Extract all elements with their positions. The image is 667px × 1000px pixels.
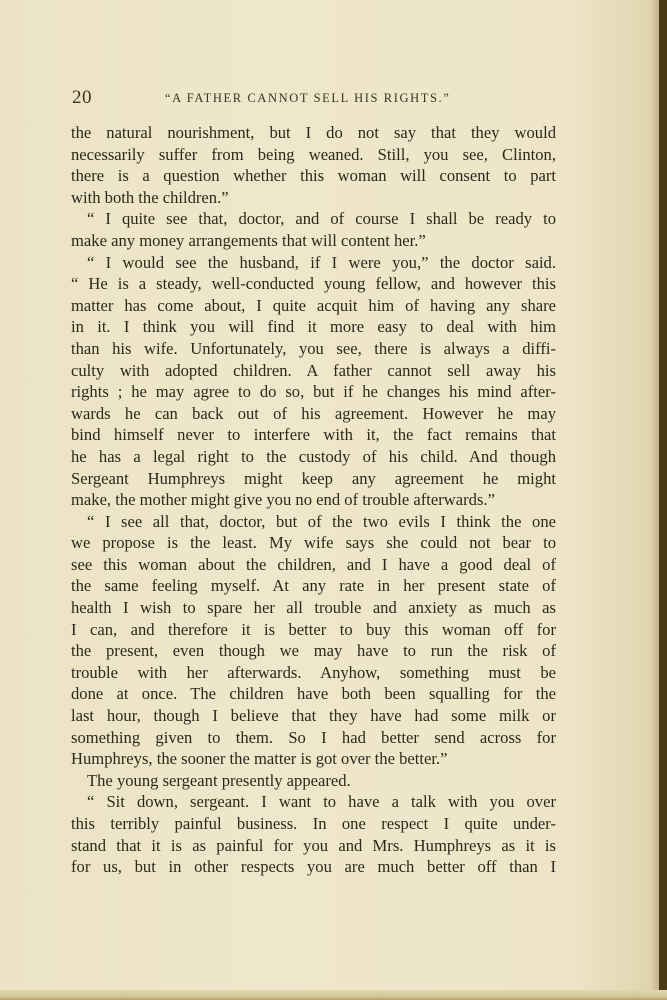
page-fold-shadow [651, 0, 659, 1000]
text-line: something given to them. So I had better send across for [71, 727, 556, 747]
text-line: the natural nourishment, but I do not say that they would [71, 123, 556, 142]
text-line: “ Sit down, sergeant. I want to have a talk with you over [87, 792, 556, 812]
text-line: there is a question whether this woman will consent to part [71, 166, 556, 186]
text-line: trouble with her afterwards. Anyhow, something must be [71, 662, 556, 682]
page-header [72, 87, 558, 109]
body-text [71, 122, 556, 878]
text-line: he has a legal right to the custody of his child. And though [71, 446, 556, 466]
text-line: necessarily suffer from being weaned. Still, you see, Clinton, [71, 144, 556, 164]
text-line: this terribly painful business. In one respect I quite under- [71, 814, 556, 833]
text-line: with both the children.” [71, 187, 229, 207]
running-head: “A FATHER CANNOT SELL HIS RIGHTS.” [165, 91, 451, 105]
text-line: done at once. The children have both been squalling for the [71, 684, 556, 704]
text-line: “ He is a steady, well-conducted young fellow, and however this [71, 274, 556, 294]
text-line: Humphreys, the sooner the matter is got over the better.” [71, 749, 448, 769]
text-line: see this woman about the children, and I have a good deal of [71, 554, 556, 574]
text-line: in it. I think you will find it more easy to deal with him [71, 317, 556, 337]
text-line: stand that it is as painful for you and Mrs. Humphreys as it is [71, 835, 556, 855]
text-line: health I wish to spare her all trouble and anxiety as much as [71, 598, 556, 618]
text-line: matter has come about, I quite acquit him of having any share [71, 295, 556, 315]
page-bottom-edge [0, 990, 667, 1000]
text-line: bind himself never to interfere with it, the fact remains that [71, 425, 556, 445]
book-edge [659, 0, 667, 1000]
text-line: wards he can back out of his agreement. However he may [71, 403, 556, 423]
text-line: Sergeant Humphreys might keep any agreement he might [71, 468, 556, 488]
text-line: culty with adopted children. A father cannot sell away his [71, 360, 556, 380]
text-line: rights ; he may agree to do so, but if he changes his mind after- [71, 382, 556, 402]
text-line: The young sergeant presently appeared. [87, 770, 351, 790]
text-line: “ I would see the husband, if I were you,” the doctor said. [87, 252, 556, 272]
text-line: last hour, though I believe that they have had some milk or [71, 706, 556, 726]
text-line: make any money arrangements that will content her.” [71, 230, 426, 250]
text-line: make, the mother might give you no end of trouble afterwards.” [71, 490, 495, 510]
text-line: the same feeling myself. At any rate in her present state of [71, 576, 556, 596]
text-line: “ I quite see that, doctor, and of course I shall be ready to [87, 209, 556, 229]
text-line: the present, even though we may have to run the risk of [71, 641, 556, 661]
text-line: “ I see all that, doctor, but of the two evils I think the one [87, 511, 556, 531]
text-line: than his wife. Unfortunately, you see, there is always a diffi- [71, 338, 556, 358]
text-line: for us, but in other respects you are much better off than I [71, 857, 556, 877]
page-number: 20 [72, 87, 92, 108]
text-line: I can, and therefore it is better to buy this woman off for [71, 619, 556, 639]
text-line: we propose is the least. My wife says she could not bear to [71, 533, 556, 553]
